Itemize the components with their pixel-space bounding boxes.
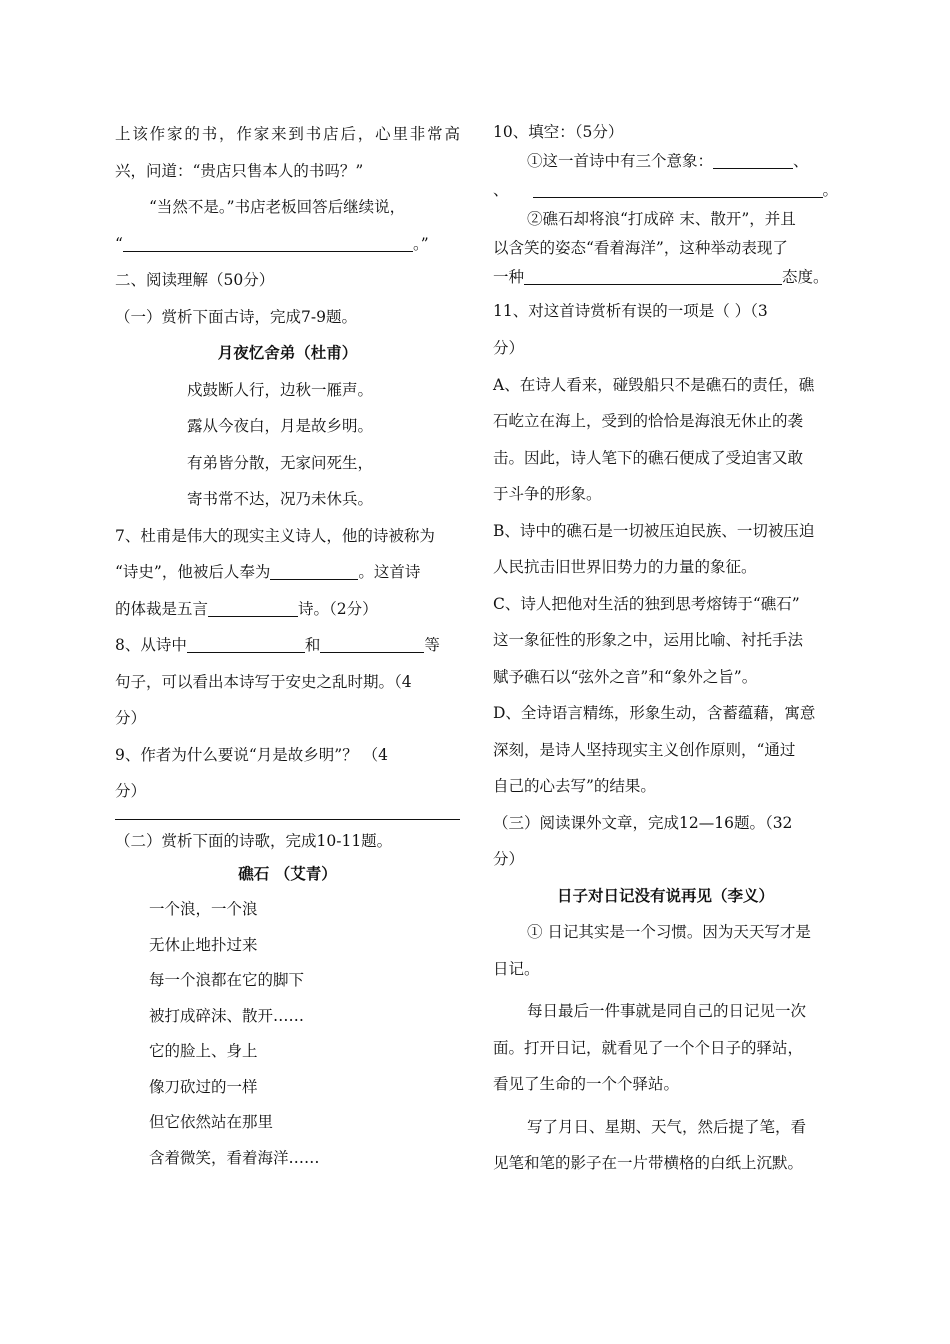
poem-line: 被打成碎沫、散开…… <box>149 1006 305 1025</box>
question-11-cont: 分） <box>493 339 525 357</box>
question-8-cont: 分） <box>115 709 147 727</box>
option-a-line: A、在诗人看来，碰毁船只不是礁石的责任，礁 <box>493 375 815 394</box>
question-10: 10、填空：（5分） <box>493 123 624 141</box>
answer-blank[interactable] <box>713 150 793 169</box>
paragraph-line: 见笔和笔的影子在一片带横格的白纸上沉默。 <box>493 1154 804 1172</box>
option-d-line: 自己的心去写”的结果。 <box>493 777 656 795</box>
poem-line: 像刀砍过的一样 <box>149 1077 258 1096</box>
right-column <box>493 118 838 1182</box>
answer-line[interactable] <box>115 818 460 820</box>
poem-line: 戍鼓断人行，边秋一雁声。 <box>187 380 374 399</box>
poem-line: 每一个浪都在它的脚下 <box>149 971 305 989</box>
question-10-item: 以含笑的姿态“看着海洋”，这种举动表现了 <box>493 239 788 257</box>
part-heading: （一）赏析下面古诗，完成7-9题。 <box>115 307 357 326</box>
paragraph-line: 看见了生命的一个个驿站。 <box>493 1075 680 1093</box>
poem-line: 有弟皆分散，无家问死生， <box>187 453 374 472</box>
answer-blank[interactable] <box>533 179 823 198</box>
option-b-line: B、诗中的礁石是一切被压迫民族、一切被压迫 <box>493 521 815 540</box>
option-a-line: 击。因此，诗人笔下的礁石便成了受迫害又敢 <box>493 448 804 467</box>
poem-line: 寄书常不达，况乃未休兵。 <box>187 490 374 508</box>
poem-line: 它的脸上、身上 <box>149 1042 258 1060</box>
part-heading: （二）赏析下面的诗歌，完成10-11题。 <box>115 831 393 850</box>
option-c-line: 这一象征性的形象之中，运用比喻、衬托手法 <box>493 631 804 649</box>
question-10-item: 、 。 <box>493 181 839 199</box>
question-10-item: ②礁石却将浪“打成碎 末、散开”，并且 <box>527 210 796 228</box>
question-10-item: 一种 态度。 <box>493 268 829 286</box>
paragraph-line: ① 日记其实是一个习惯。因为天天写才是 <box>527 923 811 941</box>
answer-blank[interactable] <box>320 634 424 653</box>
left-column <box>115 116 460 1176</box>
poem-line: 一个浪，一个浪 <box>149 900 258 918</box>
answer-blank[interactable] <box>123 233 413 252</box>
text-line: “当然不是。”书店老板回答后继续说， <box>149 198 406 216</box>
question-7-cont: 的体裁是五言 诗。（2分） <box>115 599 378 618</box>
question-9: 9、作者为什么要说“月是故乡明”？ （4 <box>115 745 388 764</box>
option-b-line: 人民抗击旧世界旧势力的力量的象征。 <box>493 558 757 576</box>
poem-line: 含着微笑，看着海洋…… <box>149 1148 320 1167</box>
poem-line: 露从今夜白，月是故乡明。 <box>187 417 374 435</box>
answer-blank[interactable] <box>524 266 782 285</box>
option-c-line: C、诗人把他对生活的独到思考熔铸于“礁石” <box>493 594 800 613</box>
text-line: 上该作家的书，作家来到书店后，心里非常高 <box>115 125 460 143</box>
poem-title: 月夜忆舍弟（杜甫） <box>217 343 358 362</box>
option-c-line: 赋予礁石以“弦外之音”和“象外之旨”。 <box>493 667 758 686</box>
question-11: 11、对这首诗赏析有误的一项是（ ）（3 <box>493 302 768 320</box>
text-line: 兴，问道：“贵店只售本人的书吗？” <box>115 161 364 180</box>
question-8: 8、从诗中 和 等 <box>115 636 440 654</box>
poem-title: 礁石 （艾青） <box>238 863 337 883</box>
option-d-line: D、全诗语言精练，形象生动，含蓄蕴藉，寓意 <box>493 704 816 722</box>
part-heading: （三）阅读课外文章，完成12—16题。（32 <box>493 813 793 832</box>
poem-line: 但它依然站在那里 <box>149 1113 274 1131</box>
question-10-item: ①这一首诗中有三个意象： 、 <box>527 152 809 170</box>
essay-title: 日子对日记没有说再见（李义） <box>556 885 774 905</box>
section-heading: 二、阅读理解（50分） <box>115 271 275 289</box>
question-7: 7、杜甫是伟大的现实主义诗人，他的诗被称为 <box>115 526 435 545</box>
fill-blank-line: “ 。” <box>115 234 429 253</box>
poem-line: 无休止地扑过来 <box>149 935 258 954</box>
answer-blank[interactable] <box>270 561 358 580</box>
paragraph-line: 日记。 <box>493 959 540 978</box>
paragraph-line: 面。打开日记，就看见了一个个日子的驿站， <box>493 1038 804 1057</box>
paragraph-line: 写了月日、星期、天气，然后提了笔，看 <box>527 1117 807 1136</box>
answer-blank[interactable] <box>187 634 305 653</box>
paragraph-line: 每日最后一件事就是同自己的日记见一次 <box>527 1002 807 1020</box>
question-8-cont: 句子，可以看出本诗写于安史之乱时期。（4 <box>115 672 412 691</box>
question-7-cont: “诗史”，他被后人奉为 。这首诗 <box>115 563 421 581</box>
question-9-cont: 分） <box>115 782 147 800</box>
option-a-line: 于斗争的形象。 <box>493 485 602 503</box>
part-heading-cont: 分） <box>493 850 525 868</box>
option-a-line: 石屹立在海上，受到的恰恰是海浪无休止的袭 <box>493 412 804 430</box>
option-d-line: 深刻，是诗人坚持现实主义创作原则，“通过 <box>493 740 796 759</box>
answer-blank[interactable] <box>208 598 298 617</box>
